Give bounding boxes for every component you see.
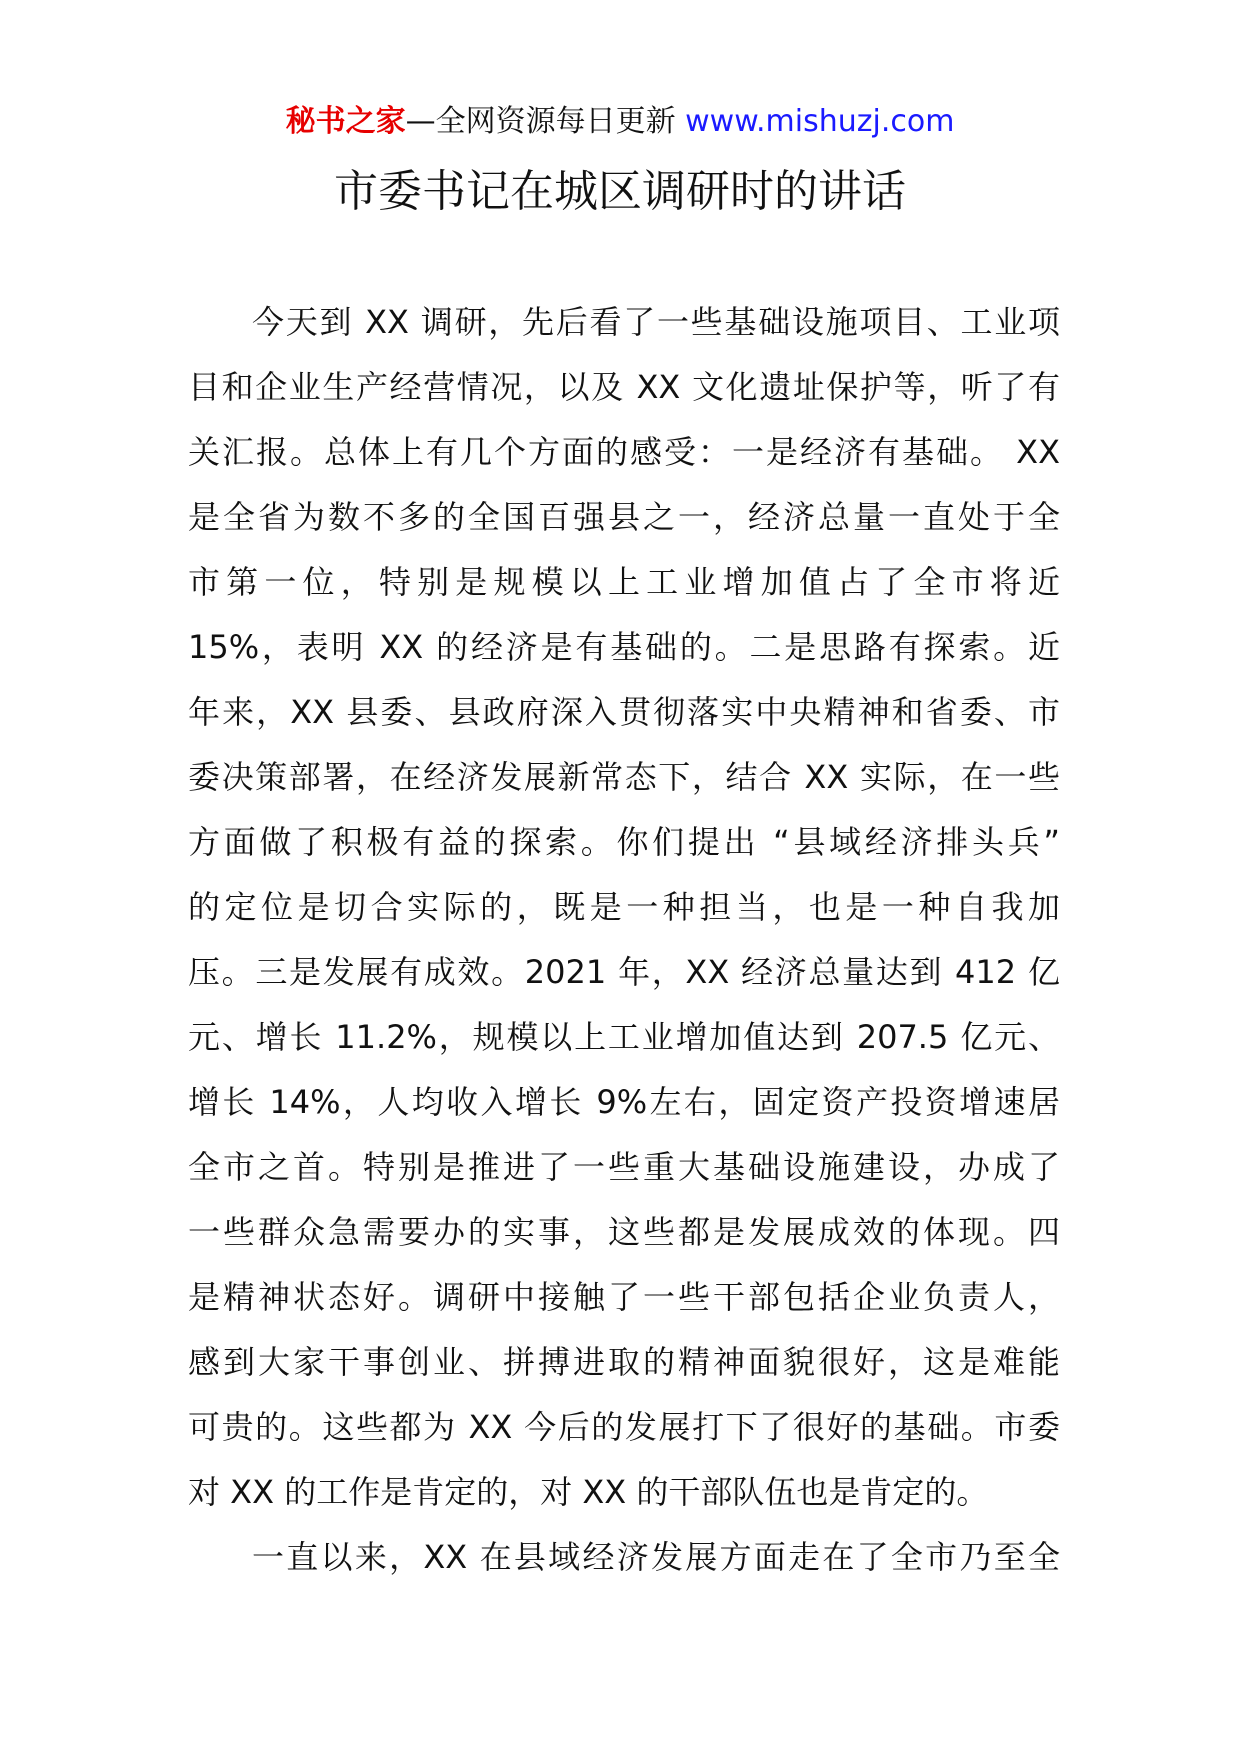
paragraph-line: 是全省为数不多的全国百强县之一，经济总量一直处于全 (188, 498, 1060, 536)
paragraph-line: 今天到 XX 调研，先后看了一些基础设施项目、工业项 (252, 303, 1060, 341)
paragraph-line: 一直以来，XX 在县域经济发展方面走在了全市乃至全 (252, 1538, 1060, 1576)
paragraph-line: 的定位是切合实际的，既是一种担当，也是一种自我加 (188, 888, 1060, 926)
paragraph-line: 感到大家干事创业、拼搏进取的精神面貌很好，这是难能 (188, 1343, 1060, 1381)
paragraph-line: 一些群众急需要办的实事，这些都是发展成效的体现。四 (188, 1213, 1060, 1251)
paragraph-line: 元、增长 11.2%，规模以上工业增加值达到 207.5 亿元、 (188, 1018, 1060, 1056)
paragraph-line: 年来，XX 县委、县政府深入贯彻落实中央精神和省委、市 (188, 693, 1060, 731)
paragraph-line: 目和企业生产经营情况，以及 XX 文化遗址保护等，听了有 (188, 368, 1060, 406)
site-slogan: —全网资源每日更新 (405, 104, 686, 139)
brand-name: 秘书之家 (285, 104, 406, 139)
paragraph-line: 方面做了积极有益的探索。你们提出 “县域经济排头兵” (188, 823, 1060, 861)
paragraph-line: 压。三是发展有成效。2021 年，XX 经济总量达到 412 亿 (188, 953, 1060, 991)
site-url-link[interactable]: www.mishuzj.com (685, 104, 955, 139)
paragraph-line: 委决策部署，在经济发展新常态下，结合 XX 实际，在一些 (188, 758, 1060, 796)
document-title: 市委书记在城区调研时的讲话 (334, 166, 906, 217)
paragraph-line: 对 XX 的工作是肯定的，对 XX 的干部队伍也是肯定的。 (188, 1473, 989, 1511)
paragraph-line: 市第一位，特别是规模以上工业增加值占了全市将近 (188, 563, 1060, 601)
paragraph-line: 可贵的。这些都为 XX 今后的发展打下了很好的基础。市委 (188, 1408, 1060, 1446)
paragraph-line: 关汇报。总体上有几个方面的感受：一是经济有基础。 XX (188, 433, 1060, 471)
document-body (188, 290, 1060, 1590)
site-header (0, 102, 1240, 142)
paragraph-line: 增长 14%，人均收入增长 9%左右，固定资产投资增速居 (188, 1083, 1060, 1121)
paragraph-line: 15%，表明 XX 的经济是有基础的。二是思路有探索。近 (188, 628, 1060, 666)
paragraph-line: 全市之首。特别是推进了一些重大基础设施建设，办成了 (188, 1148, 1060, 1186)
paragraph-line: 是精神状态好。调研中接触了一些干部包括企业负责人， (188, 1278, 1060, 1316)
